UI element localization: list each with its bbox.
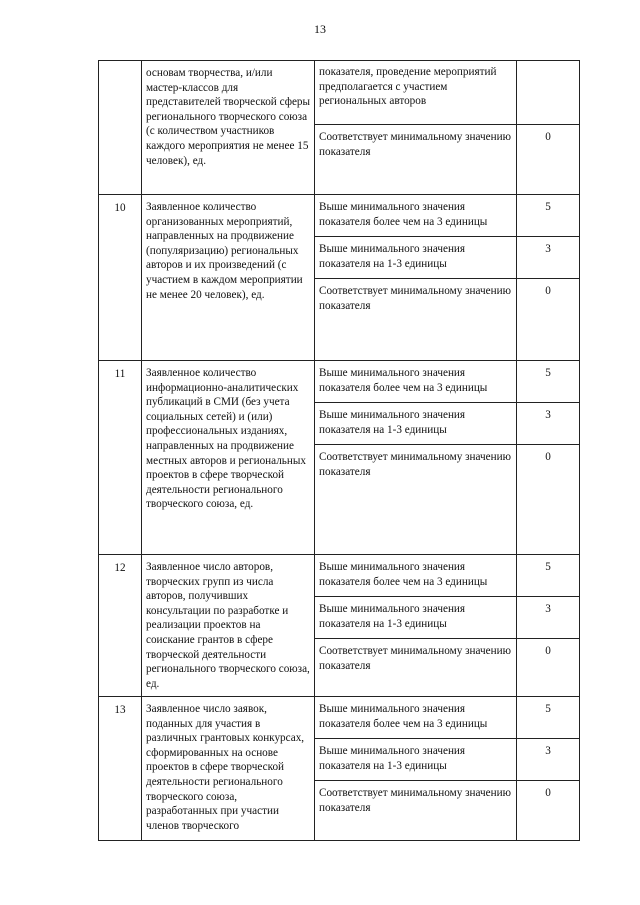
- table-row: [99, 361, 580, 403]
- score-value: 5: [517, 697, 580, 739]
- score-value: 3: [517, 403, 580, 445]
- level-text: Соответствует минимальному значению показателя: [315, 445, 517, 555]
- criterion-number: [99, 61, 142, 195]
- table-row: [99, 195, 580, 237]
- criterion-description: Заявленное количество организованных мероприятий, направленных на продвижение (популяризацию) региональных авторов и их произведений (с участием в каждом мероприятии не менее 20 человек), ед.: [142, 195, 315, 361]
- level-text: Выше минимального значения показателя более чем на 3 единицы: [315, 697, 517, 739]
- level-text: Выше минимального значения показателя на 1-3 единицы: [315, 403, 517, 445]
- level-text: Выше минимального значения показателя более чем на 3 единицы: [315, 361, 517, 403]
- criterion-number: 11: [99, 361, 142, 555]
- level-text: Выше минимального значения показателя более чем на 3 единицы: [315, 555, 517, 597]
- score-value: 0: [517, 445, 580, 555]
- criterion-description: Заявленное число заявок, поданных для участия в различных грантовых конкурсах, сформированных на основе проектов в сфере творческой деятельности регионального творческого союза, разработанных при участии членов творческого: [142, 697, 315, 841]
- page-number: 13: [314, 22, 326, 36]
- score-value: 3: [517, 739, 580, 781]
- level-text: Соответствует минимальному значению показателя: [315, 279, 517, 361]
- score-value: 3: [517, 597, 580, 639]
- level-text: Соответствует минимальному значению показателя: [315, 125, 517, 195]
- criteria-table: [98, 60, 580, 841]
- level-text: Выше минимального значения показателя на 1-3 единицы: [315, 739, 517, 781]
- level-text: показателя, проведение мероприятий предполагается с участием региональных авторов: [315, 61, 517, 125]
- criterion-description: основам творчества, и/или мастер-классов для представителей творческой сферы регионального творческого союза (с количеством участников каждого мероприятия не менее 15 человек), ед.: [142, 61, 315, 195]
- criterion-description: Заявленное число авторов, творческих групп из числа авторов, получивших консультации по разработке и реализации проектов на соискание грантов в сфере творческой деятельности регионального творческого союза, ед.: [142, 555, 315, 697]
- level-text: Соответствует минимальному значению показателя: [315, 781, 517, 841]
- score-value: 3: [517, 237, 580, 279]
- score-value: 5: [517, 555, 580, 597]
- table-row: [99, 697, 580, 739]
- table-row: [99, 555, 580, 597]
- score-value: 5: [517, 361, 580, 403]
- score-value: 0: [517, 639, 580, 697]
- score-value: 0: [517, 125, 580, 195]
- criterion-number: 12: [99, 555, 142, 697]
- score-value: 5: [517, 195, 580, 237]
- criterion-description: Заявленное количество информационно-аналитических публикаций в СМИ (без учета социальных сетей) и (или) профессиональных изданиях, направленных на продвижение местных авторов и региональных проектов в сфере творческой деятельности регионального творческого союза, ед.: [142, 361, 315, 555]
- table-row: [99, 61, 580, 125]
- criterion-number: 13: [99, 697, 142, 841]
- level-text: Выше минимального значения показателя на 1-3 единицы: [315, 237, 517, 279]
- score-value: 0: [517, 781, 580, 841]
- level-text: Соответствует минимальному значению показателя: [315, 639, 517, 697]
- level-text: Выше минимального значения показателя на 1-3 единицы: [315, 597, 517, 639]
- score-value: 0: [517, 279, 580, 361]
- score-value: [517, 61, 580, 125]
- level-text: Выше минимального значения показателя более чем на 3 единицы: [315, 195, 517, 237]
- criterion-number: 10: [99, 195, 142, 361]
